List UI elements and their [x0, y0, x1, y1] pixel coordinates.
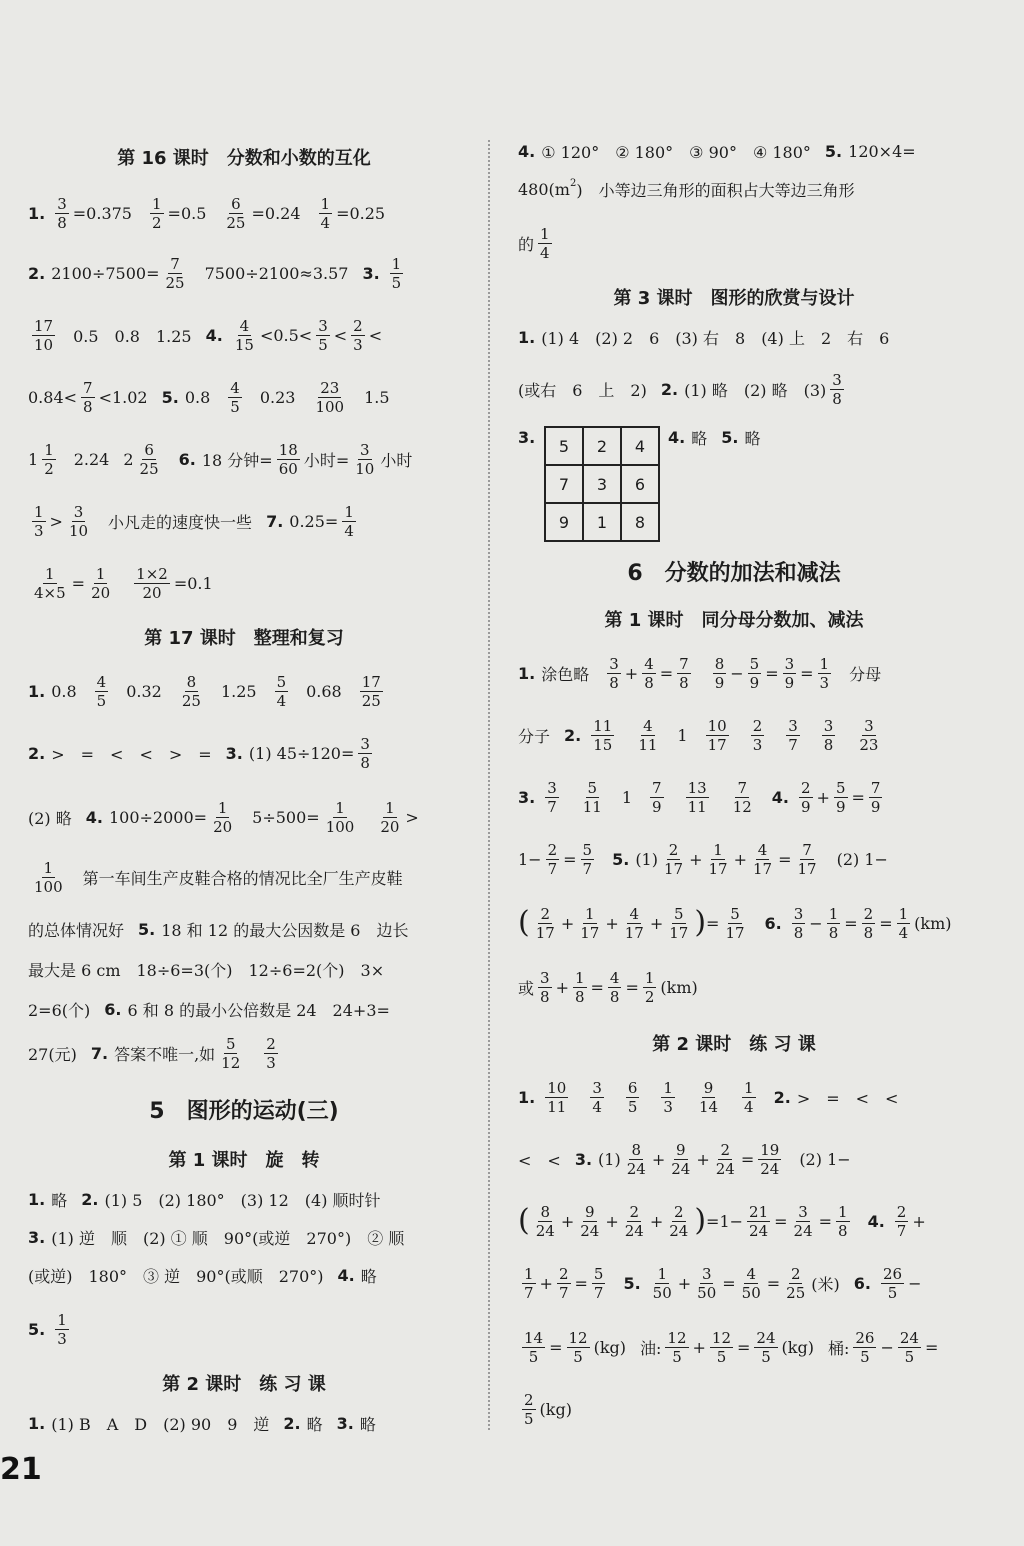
lesson-heading: 第 17 课时 整理和复习 — [144, 628, 344, 649]
answer-line: $\frac{1}{4\times 5}$ = $\frac{1}{20}$ $\frac{1\times 2}{20}$ =0.1 — [34, 564, 213, 602]
answer-line: 3. (1) 逆 顺 (2) ① 顺 90°(或逆 270°) ② 顺 — [28, 1227, 405, 1248]
answer-line: 或 $\frac{3}{8}$ + $\frac{1}{8}$ = $\frac{4}{8}$ = $\frac{1}{2}$ (km) — [518, 968, 698, 1006]
answer-line: $\frac{1}{100}$ 第一车间生产皮鞋合格的情况比全厂生产皮鞋 — [34, 858, 403, 896]
answer-line: $\frac{17}{10}$ 0.5 0.8 1.25 4. $\frac{4}{15}$ <0.5< $\frac{3}{5}$ < $\frac{2}{3}$ < — [34, 316, 383, 354]
answer-line: 5. $\frac{1}{3}$ — [28, 1310, 67, 1348]
answer-line: 2. 2100÷7500= $\frac{7}{25}$ 7500÷2100≈3.57 3. $\frac{1}{5}$ — [28, 254, 402, 292]
column-divider — [488, 140, 490, 1430]
unit-heading: 6 分数的加法和减法 — [627, 561, 841, 586]
answer-line: 1. $\frac{3}{8}$ =0.375 $\frac{1}{2}$ =0.5 $\frac{6}{25}$ =0.24 $\frac{1}{4}$ =0.25 — [28, 194, 386, 232]
answer-line: ( $\frac{8}{24}$ + $\frac{9}{24}$ + $\frac{2}{24}$ + $\frac{2}{24}$ ) =1− $\frac{21}{24}$ = $\frac{3}{24}$ = $\frac{1}{8}$ 4. $\frac{2}{7}$ + — [518, 1202, 926, 1240]
answer-line: 0.84< $\frac{7}{8}$ <1.02 5. 0.8 $\frac{4}{5}$ 0.23 $\frac{23}{100}$ 1.5 — [28, 378, 390, 416]
answer-line: 2. > = < < > = 3. (1) 45÷120= $\frac{3}{8}$ — [28, 734, 370, 772]
answer-line: 的 $\frac{1}{4}$ — [518, 224, 550, 262]
answer-line: < < 3. (1) $\frac{8}{24}$ + $\frac{9}{24}$ + $\frac{2}{24}$ = $\frac{19}{24}$ (2) 1− — [518, 1140, 851, 1178]
answer-line: 1. (1) 4 (2) 2 6 (3) 右 8 (4) 上 2 右 6 — [518, 327, 890, 348]
lesson-heading: 第 2 课时 练 习 课 — [652, 1034, 816, 1055]
answer-line: $\frac{14}{5}$ = $\frac{12}{5}$ (kg) 油: $\frac{12}{5}$ + $\frac{12}{5}$ = $\frac{24}{5}$ (kg) 桶: $\frac{26}{5}$ − $\frac{24}{5}$ = — [524, 1328, 939, 1366]
answer-line: 4. ① 120° ② 180° ③ 90° ④ 180° 5. 120×4= — [518, 141, 916, 162]
answer-line: (或右 6 上 2) 2. (1) 略 (2) 略 (3) $\frac{3}{8}$ — [518, 370, 842, 408]
answer-line: 27(元) 7. 答案不唯一,如 $\frac{5}{12}$ $\frac{2}{3}$ — [28, 1034, 276, 1072]
answer-line: (或逆) 180° ③ 逆 90°(或顺 270°) 4. 略 — [28, 1265, 377, 1286]
unit-heading: 5 图形的运动(三) — [149, 1099, 339, 1124]
answer-line: $\frac{1}{7}$ + $\frac{2}{7}$ = $\frac{5}{7}$ 5. $\frac{1}{50}$ + $\frac{3}{50}$ = $\frac{4}{50}$ = $\frac{2}{25}$ (米) 6. $\frac{26}{5}$ − — [524, 1264, 922, 1302]
answer-line: 4. 略 5. 略 — [668, 427, 761, 448]
answer-line: $\frac{2}{5}$ (kg) — [524, 1390, 572, 1428]
answer-line: 1. 略 2. (1) 5 (2) 180° (3) 12 (4) 顺时针 — [28, 1189, 381, 1210]
answer-line: 3. — [518, 427, 536, 447]
answer-line: (2) 略 4. 100÷2000= $\frac{1}{20}$ 5÷500= $\frac{1}{100}$ $\frac{1}{20}$ > — [28, 798, 419, 836]
lesson-heading: 第 1 课时 同分母分数加、减法 — [604, 610, 864, 631]
answer-line: 480(m 2 ) 小等边三角形的面积占大等边三角形 — [518, 177, 855, 200]
lesson-heading: 第 3 课时 图形的欣赏与设计 — [613, 288, 855, 309]
answer-line: 1. (1) B A D (2) 90 9 逆 2. 略 3. 略 — [28, 1413, 376, 1434]
answer-line: $\frac{1}{3}$ > $\frac{3}{10}$ 小凡走的速度快一些 7. 0.25= $\frac{1}{4}$ — [34, 502, 354, 540]
answer-line: 1. 0.8 $\frac{4}{5}$ 0.32 $\frac{8}{25}$ 1.25 $\frac{5}{4}$ 0.68 $\frac{17}{25}$ — [28, 672, 381, 710]
answer-line: 的总体情况好 5. 18 和 12 的最大公因数是 6 边长 — [28, 919, 409, 940]
answer-line: 1− $\frac{2}{7}$ = $\frac{5}{7}$ 5. (1) $\frac{2}{17}$ + $\frac{1}{17}$ + $\frac{4}{17}$ = $\frac{7}{17}$ (2) 1− — [518, 840, 888, 878]
answer-line: 3. $\frac{3}{7}$ $\frac{5}{11}$ 1 $\frac{7}{9}$ $\frac{13}{11}$ $\frac{7}{12}$ 4. $\frac{2}{9}$ + $\frac{5}{9}$ = $\frac{7}{9}$ — [518, 778, 881, 816]
answer-line: 1 $\frac{1}{2}$ 2.24 2 $\frac{6}{25}$ 6. 18 分钟= $\frac{18}{60}$ 小时= $\frac{3}{10}$ 小时 — [28, 440, 413, 478]
lesson-heading: 第 16 课时 分数和小数的互化 — [117, 148, 371, 169]
answer-line: 1. 涂色略 $\frac{3}{8}$ + $\frac{4}{8}$ = $\frac{7}{8}$ $\frac{8}{9}$ − $\frac{5}{9}$ = $\frac{3}{9}$ = $\frac{1}{3}$ 分母 — [518, 654, 882, 692]
lesson-heading: 第 1 课时 旋 转 — [168, 1150, 320, 1171]
answer-line: 2=6(个) 6. 6 和 8 的最小公倍数是 24 24+3= — [28, 999, 390, 1020]
page-number: 21 — [0, 1452, 42, 1487]
lesson-heading: 第 2 课时 练 习 课 — [162, 1374, 326, 1395]
answer-line: 分子 2. $\frac{11}{15}$ $\frac{4}{11}$ 1 $\frac{10}{17}$ $\frac{2}{3}$ $\frac{3}{7}$ $\frac{3}{8}$ $\frac{3}{23}$ — [518, 716, 879, 754]
answer-line: 最大是 6 cm 18÷6=3(个) 12÷6=2(个) 3× — [28, 960, 385, 980]
answer-line: 1. $\frac{10}{11}$ $\frac{3}{4}$ $\frac{6}{5}$ $\frac{1}{3}$ $\frac{9}{14}$ $\frac{1}{4}$ 2. > = < < — [518, 1078, 899, 1116]
answer-line: ( $\frac{2}{17}$ + $\frac{1}{17}$ + $\frac{4}{17}$ + $\frac{5}{17}$ ) = $\frac{5}{17}$ 6. $\frac{3}{8}$ − $\frac{1}{8}$ = $\frac{2}{8}$ = $\frac{1}{4}$ (km) — [518, 904, 952, 942]
magic-square: 5 2 4 7 3 6 9 1 8 — [544, 426, 660, 542]
